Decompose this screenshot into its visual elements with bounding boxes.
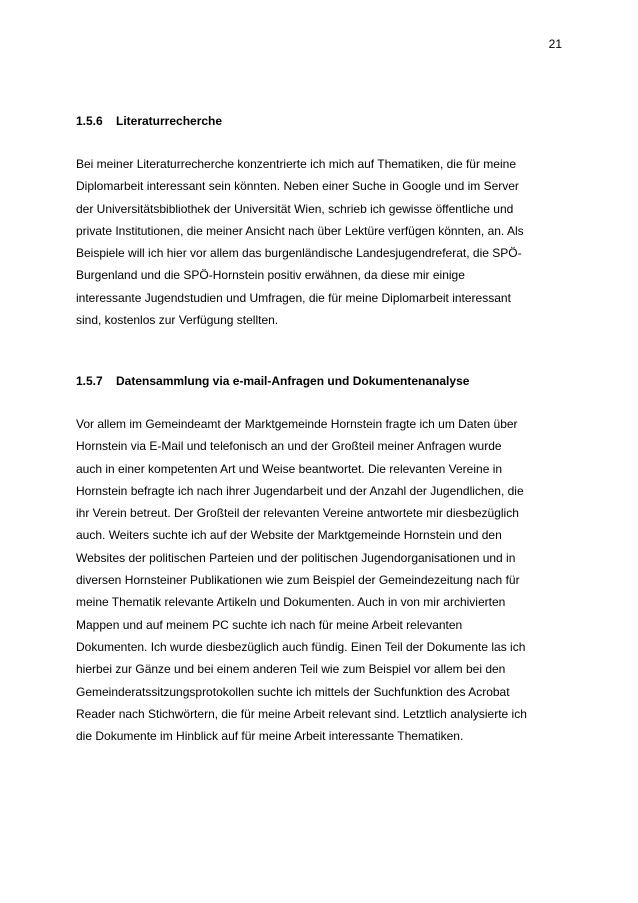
paragraph-line: sind, kostenlos zur Verfügung stellten.	[76, 313, 279, 328]
paragraph-line: auch in einer kompetenten Art und Weise beantwortet. Die relevanten Vereine in	[76, 461, 503, 476]
paragraph-line: Vor allem im Gemeindeamt der Marktgemeinde Hornstein fragte ich um Daten über	[76, 417, 518, 431]
section-number: 1.5.6	[76, 114, 103, 128]
section-heading-datensammlung	[76, 373, 469, 389]
section-paragraph-datensammlung	[76, 413, 566, 747]
paragraph-line: Hornstein via E-Mail und telefonisch an und der Großteil meiner Anfragen wurde	[76, 439, 502, 454]
paragraph-line: Beispiele will ich hier vor allem das burgenländische Landesjugendreferat, die SPÖ-	[76, 246, 522, 261]
section-title: Datensammlung via e-mail-Anfragen und Dokumentenanalyse	[116, 374, 470, 388]
paragraph-line: private Institutionen, die meiner Ansicht nach über Lektüre verfügen könnten, an. Als	[76, 223, 524, 238]
paragraph-line: Bei meiner Literaturrecherche konzentrierte ich mich auf Thematiken, die für meine	[76, 157, 516, 171]
paragraph-line: diversen Hornsteiner Publikationen wie zum Beispiel der Gemeindezeitung nach für	[76, 573, 520, 588]
paragraph-line: Gemeinderatssitzungsprotokollen suchte ich mittels der Suchfunktion des Acrobat	[76, 684, 510, 699]
paragraph-line: Mappen und auf meinem PC suchte ich nach für meine Arbeit relevanten	[76, 617, 463, 632]
section-heading-literaturrecherche	[76, 113, 222, 129]
paragraph-line: meine Thematik relevante Artikeln und Dokumenten. Auch in von mir archivierten	[76, 595, 506, 610]
section-paragraph-literaturrecherche	[76, 153, 566, 331]
paragraph-line: Websites der politischen Parteien und der politischen Jugendorganisationen und in	[76, 550, 516, 565]
paragraph-line: hierbei zur Gänze und bei einem anderen Teil wie zum Beispiel vor allem bei den	[76, 662, 506, 677]
paragraph-line: Reader nach Stichwörtern, die für meine Arbeit relevant sind. Letztlich analysierte ich	[76, 706, 527, 721]
section-title: Literaturrecherche	[116, 114, 223, 128]
paragraph-line: die Dokumente im Hinblick auf für meine Arbeit interessante Thematiken.	[76, 729, 464, 744]
paragraph-line: interessante Jugendstudien und Umfragen, die für meine Diplomarbeit interessant	[76, 290, 511, 305]
paragraph-line: Burgenland und die SPÖ-Hornstein positiv erwähnen, da diese mir einige	[76, 268, 465, 283]
paragraph-line: ihr Verein betreut. Der Großteil der relevanten Vereine antwortete mir diesbezüglich	[76, 506, 519, 521]
section-number: 1.5.7	[76, 374, 103, 388]
paragraph-line: Hornstein befragte ich nach ihrer Jugendarbeit und der Anzahl der Jugendlichen, die	[76, 483, 524, 498]
paragraph-line: Dokumenten. Ich wurde diesbezüglich auch fündig. Einen Teil der Dokumente las ich	[76, 639, 526, 654]
paragraph-line: auch. Weiters suchte ich auf der Website der Marktgemeinde Hornstein und den	[76, 528, 502, 543]
paragraph-line: Diplomarbeit interessant sein könnten. Neben einer Suche in Google und im Server	[76, 179, 519, 194]
page-number: 21	[548, 37, 562, 51]
paragraph-line: der Universitätsbibliothek der Universität Wien, schrieb ich gewisse öffentliche und	[76, 201, 514, 216]
